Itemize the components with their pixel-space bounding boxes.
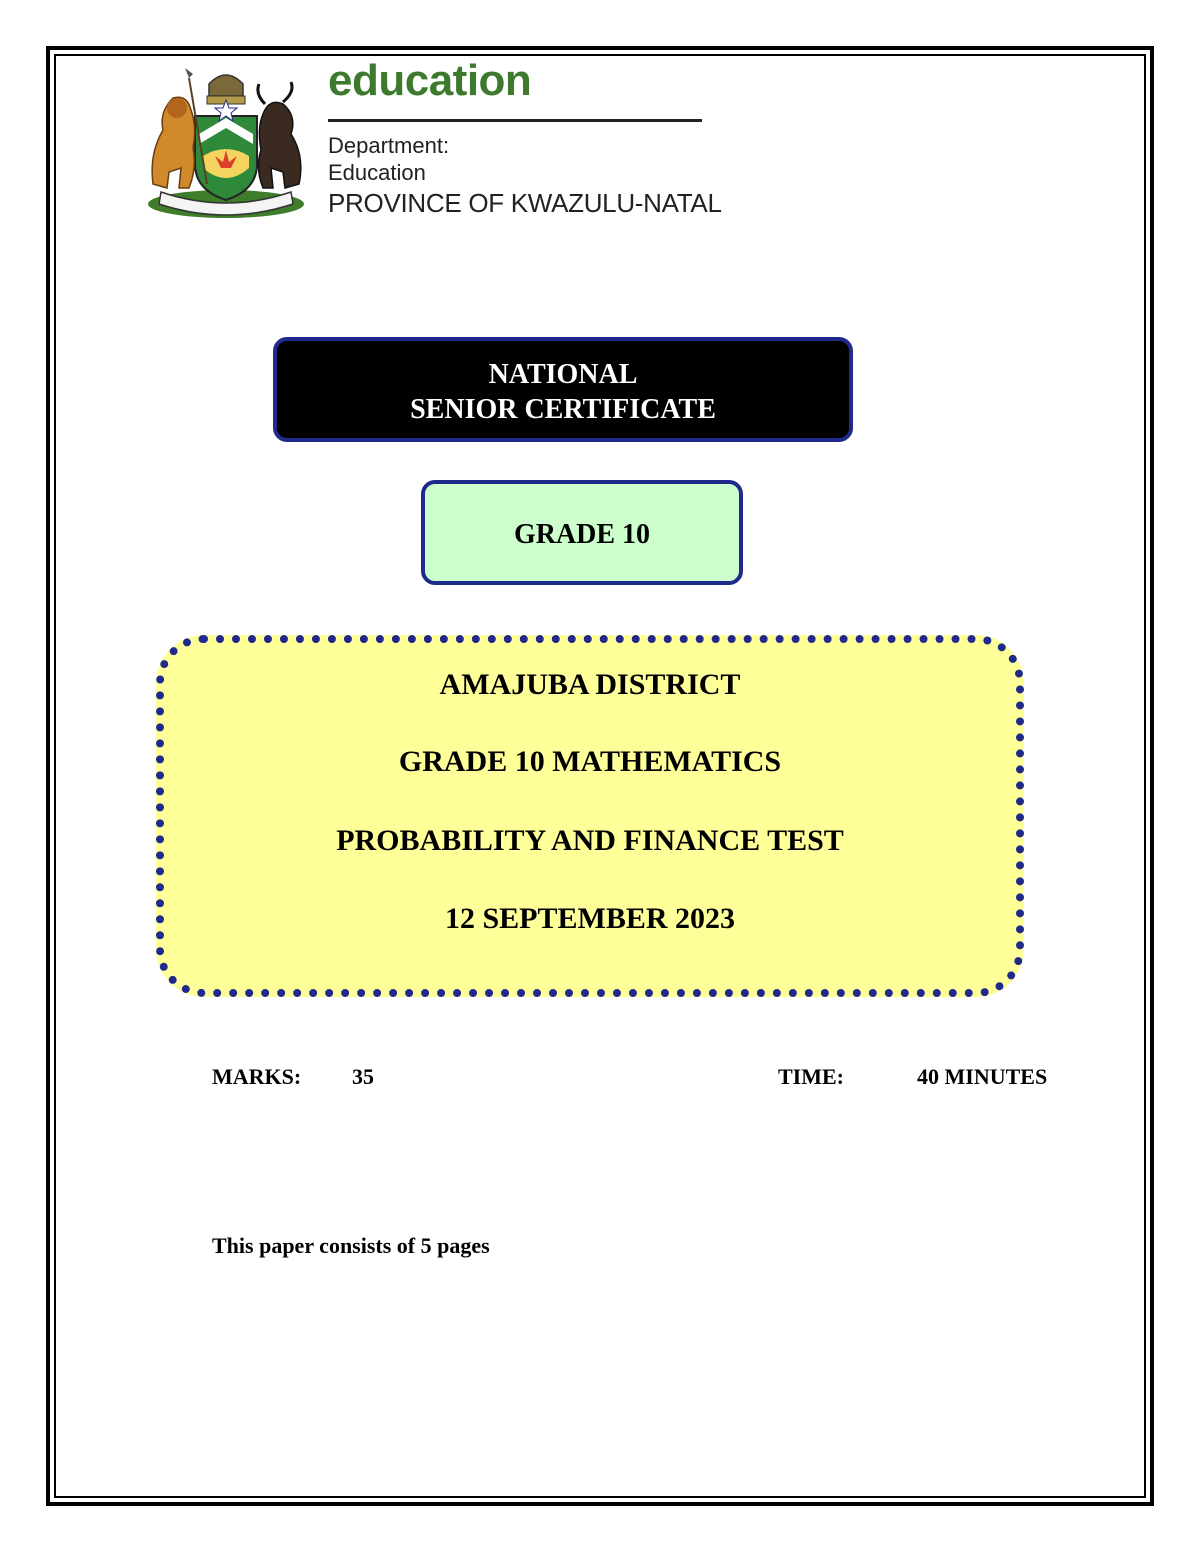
department-wordmark: education <box>328 56 532 105</box>
subject-title: GRADE 10 MATHEMATICS <box>398 745 782 778</box>
marks-value: 35 <box>352 1064 374 1089</box>
department-label: Department: <box>328 133 450 158</box>
grade-label: GRADE 10 <box>513 518 651 550</box>
kzn-coat-of-arms-icon <box>143 64 309 224</box>
page-count-note: This paper consists of 5 pages <box>212 1233 490 1258</box>
certificate-banner <box>273 337 853 442</box>
department-name: Education <box>328 160 426 185</box>
district-name: AMAJUBA DISTRICT <box>439 668 741 701</box>
certificate-line-1: NATIONAL <box>488 359 638 390</box>
test-name: PROBABILITY AND FINANCE TEST <box>336 824 844 857</box>
marks-label: MARKS: <box>212 1064 302 1089</box>
time-label: TIME: <box>778 1064 844 1089</box>
grade-banner <box>421 480 743 585</box>
time-value: 40 MINUTES <box>917 1064 1048 1089</box>
wordmark-divider <box>328 119 702 122</box>
certificate-line-2: SENIOR CERTIFICATE <box>410 394 716 425</box>
exam-date: 12 SEPTEMBER 2023 <box>444 902 736 935</box>
province-name: PROVINCE OF KWAZULU-NATAL <box>328 188 722 218</box>
